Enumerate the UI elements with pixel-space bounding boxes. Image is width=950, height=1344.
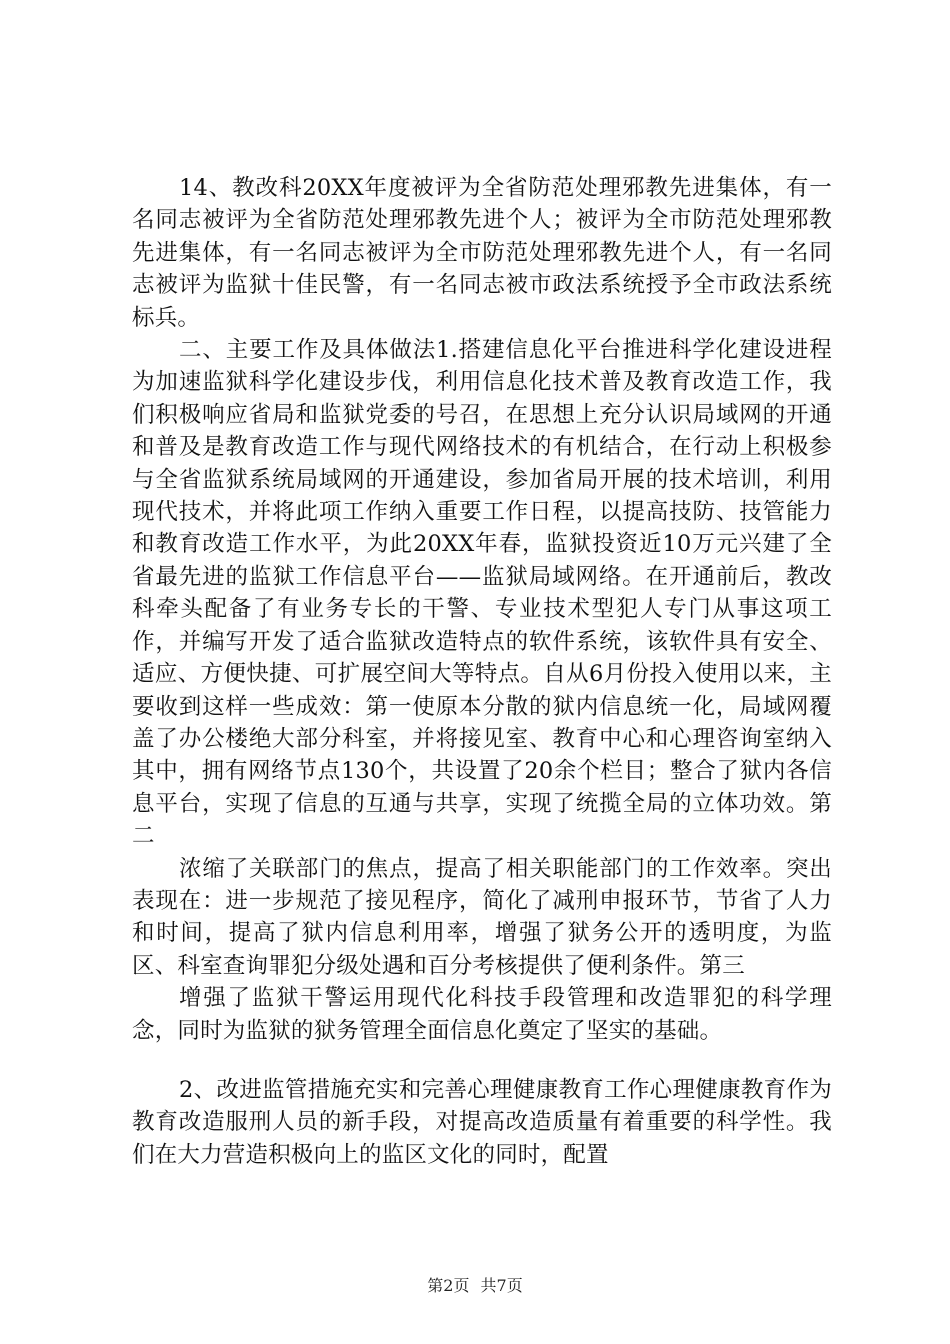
document-body [132, 172, 832, 1171]
paragraph-third-effect: 增强了监狱干警运用现代化科技手段管理和改造罪犯的科学理念，同时为监狱的狱务管理全面信息化奠定了坚实的基础。 [132, 985, 832, 1044]
paragraph-second-effect: 浓缩了关联部门的焦点，提高了相关职能部门的工作效率。突出表现在：进一步规范了接见程序，简化了减刑申报环节，节省了人力和时间，提高了狱内信息利用率，增强了狱务公开的透明度，为监区、科室查询罪犯分级处遇和百分考核提供了便利条件。第三 [132, 855, 832, 979]
page-total: 共7页 [480, 1276, 523, 1295]
paragraph-psychological-education: 2、改进监管措施充实和完善心理健康教育工作心理健康教育作为教育改造服刑人员的新手段，对提高改造质量有着重要的科学性。我们在大力营造积极向上的监区文化的同时，配置 [132, 1076, 832, 1168]
page-number: 第2页 [427, 1276, 470, 1295]
paragraph-awards: 14、教改科20XX年度被评为全省防范处理邪教先进集体，有一名同志被评为全省防范处理邪教先进个人；被评为全市防范处理邪教先进集体，有一名同志被评为全市防范处理邪教先进个人，有一名同志被评为监狱十佳民警，有一名同志被市政法系统授予全市政法系统标兵。 [132, 175, 832, 331]
page-footer [0, 1276, 950, 1296]
paragraph-main-work: 二、主要工作及具体做法1.搭建信息化平台推进科学化建设进程为加速监狱科学化建设步伐，利用信息化技术普及教育改造工作，我们积极响应省局和监狱党委的号召，在思想上充分认识局域网的开通和普及是教育改造工作与现代网络技术的有机结合，在行动上积极参与全省监狱系统局域网的开通建设，参加省局开展的技术培训，利用现代技术，并将此项工作纳入重要工作日程，以提高技防、技管能力和教育改造工作水平，为此20XX年春，监狱投资近10万元兴建了全省最先进的监狱工作信息平台——监狱局域网络。在开通前后，教改科牵头配备了有业务专长的干警、专业技术型犯人专门从事这项工作，并编写开发了适合监狱改造特点的软件系统，该软件具有安全、适应、方便快捷、可扩展空间大等特点。自从6月份投入使用以来，主要收到这样一些成效：第一使原本分散的狱内信息统一化，局域网覆盖了办公楼绝大部分科室，并将接见室、教育中心和心理咨询室纳入其中，拥有网络节点130个，共设置了20余个栏目；整合了狱内各信息平台，实现了信息的互通与共享，实现了统揽全局的立体功效。第二 [132, 337, 832, 850]
paragraph-spacer [132, 1047, 832, 1074]
